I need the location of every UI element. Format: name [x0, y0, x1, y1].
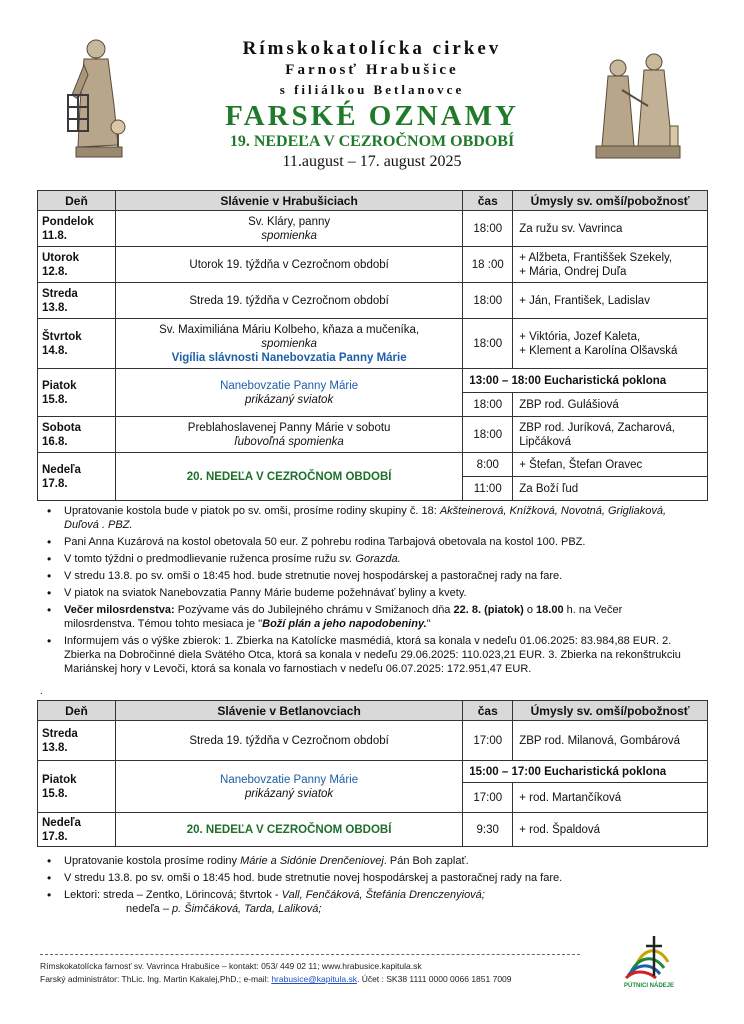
footer-text: . Účet : SK38 1111 0000 0066 1851 7009 [356, 974, 512, 984]
list-item: • V stredu 13.8. po sv. omši o 18:45 hod. bude stretnutie novej hospodárskej a pastoračnej rady na fare. [44, 871, 696, 885]
list-item [44, 854, 696, 868]
note-text: nedeľa – [126, 903, 173, 915]
celebration-rank: prikázaný sviatok [244, 787, 334, 800]
date-range: 11.august – 17. august 2025 [282, 153, 462, 170]
table-header-row [38, 191, 708, 211]
intention-line: + Viktória, Jozef Kaleta, [519, 330, 641, 343]
intention-line: + Klement a Karolína Olšavská [519, 344, 678, 357]
day-date: 11.8. [42, 229, 67, 242]
note-text: p. Šimčáková, Tarda, Laliková; [172, 903, 322, 915]
intention-cell: ZBP rod. Milanová, Gombárová [513, 721, 708, 761]
filial-name: s filiálkou Betlanovce [279, 82, 465, 97]
table-row [38, 369, 708, 393]
time-cell: 18:00 [463, 319, 513, 369]
day-cell [38, 283, 116, 319]
day-date: 15.8. [42, 787, 68, 800]
col-header-time: čas [463, 701, 513, 721]
intention-cell: + rod. Špaldová [513, 813, 708, 847]
day-cell [38, 417, 116, 453]
table-row [38, 721, 708, 761]
celebration-cell [115, 761, 462, 813]
time-cell: 17:00 [463, 783, 513, 813]
day-cell [38, 211, 116, 247]
intention-cell: + rod. Martančíková [513, 783, 708, 813]
celebration-name: Streda 19. týždňa v Cezročnom období [115, 721, 462, 761]
jubilee-logo-icon [620, 928, 678, 990]
table-row [38, 813, 708, 847]
note-text: 22. 8. (piatok) [453, 604, 524, 616]
day-date: 17.8. [42, 477, 68, 490]
table-row [38, 283, 708, 319]
day-date: 17.8. [42, 830, 68, 843]
day-name: Nedeľa [42, 816, 81, 829]
day-cell [38, 761, 116, 813]
note-text: Boží plán a jeho napodobeniny. [262, 618, 427, 630]
day-date: 14.8. [42, 344, 68, 357]
day-date: 16.8. [42, 435, 68, 448]
footer [40, 960, 512, 986]
time-cell: 11:00 [463, 477, 513, 501]
note-text: Vall, Fenčáková, Štefánia Drenczenyiová; [281, 889, 485, 901]
list-item: • V stredu 13.8. po sv. omši o 18:45 hod. bude stretnutie novej hospodárskej a pastoračnej rady na fare. [44, 569, 696, 583]
time-cell: 18 :00 [463, 247, 513, 283]
intention-cell: + Štefan, Štefan Oravec [513, 453, 708, 477]
adoration-cell: 15:00 – 17:00 Eucharistická poklona [463, 761, 708, 783]
table-header-row [38, 701, 708, 721]
col-header-celebration: Slávenie v Betlanovciach [115, 701, 462, 721]
list-item [44, 902, 696, 916]
list-item [44, 552, 696, 566]
day-cell [38, 813, 116, 847]
col-header-celebration: Slávenie v Hrabušiciach [115, 191, 462, 211]
col-header-time: čas [463, 191, 513, 211]
adoration-cell: 13:00 – 18:00 Eucharistická poklona [463, 369, 708, 393]
celebration-rank: ľubovoľná spomienka [234, 435, 344, 448]
celebration-name: Streda 19. týždňa v Cezročnom období [115, 283, 462, 319]
note-text: 18.00 [536, 604, 564, 616]
table-row [38, 211, 708, 247]
logo-text: PÚTNICI NÁDEJE [623, 983, 675, 989]
celebration-name: 20. NEDEĽA V CEZROČNOM OBDOBÍ [115, 453, 462, 501]
day-date: 13.8. [42, 301, 68, 314]
time-cell: 18:00 [463, 417, 513, 453]
intention-line: + Alžbeta, Františšek Szekely, [519, 251, 673, 264]
note-text: Večer milosrdenstva: [64, 604, 175, 616]
announcements-betlanovce [44, 854, 696, 916]
note-text: " [426, 618, 431, 630]
note-text: Akšteinerová, Knížková, Novotná, Grigliaková, Duľová . PBZ. [64, 505, 667, 531]
schedule-table-betlanovce [37, 700, 708, 847]
day-name: Pondelok [42, 215, 94, 228]
day-name: Nedeľa [42, 463, 81, 476]
col-header-intentions: Úmysly sv. omší/pobožnosť [513, 191, 708, 211]
parish-name: Farnosť Hrabušice [285, 62, 459, 78]
list-item: • Informujem vás o výške zbierok: 1. Zbierka na Katolícke masmédiá, ktorá sa konala v nedeľu 01.06.2025: 83.984,88 EUR. 2. Zbierka na Dobročinné diela Svätého Otca, ktorá sa konala v nedeľu 29.06.2025: 110.023,21 EUR. 3. Zbierka na rekonštrukciu Mariánskej hory v Levoči, ktorá sa konala vo farnostiach v nedeľu 06.07.2025: 172.951,47 EUR. [44, 634, 696, 676]
celebration-name: Nanebovzatie Panny Márie [220, 379, 359, 392]
email-link[interactable]: hrabusice@kapitula.sk [271, 974, 357, 984]
time-cell: 18:00 [463, 283, 513, 319]
note-text: V tomto týždni o predmodlievanie ruženca prosíme ružu [64, 553, 340, 565]
schedule-table-hrabusice [37, 190, 708, 501]
note-text: . Pán Boh zaplať. [383, 855, 469, 867]
day-name: Piatok [42, 379, 77, 392]
intention-cell: ZBP rod. Juríková, Zacharová, Lipčáková [513, 417, 708, 453]
celebration-cell [115, 369, 462, 417]
col-header-intentions: Úmysly sv. omší/pobožnosť [513, 701, 708, 721]
day-cell [38, 453, 116, 501]
day-cell [38, 247, 116, 283]
note-text: Upratovanie kostola bude v piatok po sv. omši, prosíme rodiny skupiny č. 18: [64, 505, 440, 517]
intention-cell [513, 247, 708, 283]
list-item [44, 504, 696, 532]
celebration-name: Sv. Kláry, panny [248, 215, 331, 228]
day-name: Štvrtok [42, 330, 82, 343]
table-row [38, 247, 708, 283]
day-cell [38, 721, 116, 761]
note-text: sv. Gorazda. [339, 553, 401, 565]
celebration-cell [115, 319, 462, 369]
celebration-cell [115, 211, 462, 247]
vigil-label: Vigília slávnosti Nanebovzatia Panny Márie [171, 351, 407, 364]
list-item [44, 603, 696, 631]
celebration-name: Nanebovzatie Panny Márie [220, 773, 359, 786]
day-cell [38, 319, 116, 369]
separator-dot: . [40, 686, 43, 697]
day-name: Streda [42, 287, 78, 300]
list-item [44, 888, 696, 902]
time-cell: 18:00 [463, 393, 513, 417]
time-cell: 8:00 [463, 453, 513, 477]
announcements-hrabusice [44, 504, 696, 679]
table-row [38, 319, 708, 369]
celebration-name: Preblahoslavenej Panny Márie v sobotu [187, 421, 391, 434]
list-item: • Pani Anna Kuzárová na kostol obetovala 50 eur. Z pohrebu rodina Tarbajová obetovala na kostol 100. PBZ. [44, 535, 696, 549]
day-name: Piatok [42, 773, 77, 786]
note-text: o [523, 604, 537, 616]
day-date: 12.8. [42, 265, 68, 278]
celebration-rank: spomienka [261, 229, 317, 242]
page-header [0, 38, 744, 172]
list-item: • V piatok na sviatok Nanebovzatia Panny Márie budeme požehnávať byliny a kvety. [44, 586, 696, 600]
celebration-rank: spomienka [261, 337, 317, 350]
col-header-day: Deň [38, 191, 116, 211]
footer-text: Farský administrátor: ThLic. Ing. Martin Kakalej,PhD.; e-mail: [40, 974, 272, 984]
celebration-name: Sv. Maximiliána Máriu Kolbeho, kňaza a mučeníka, [159, 323, 420, 336]
day-name: Utorok [42, 251, 80, 264]
col-header-day: Deň [38, 701, 116, 721]
footer-divider [40, 954, 580, 955]
day-name: Sobota [42, 421, 81, 434]
note-text: Pozývame vás do Jubilejného chrámu v Smižanoch dňa [174, 604, 454, 616]
day-cell [38, 369, 116, 417]
church-name: Rímskokatolícka cirkev [242, 38, 502, 59]
time-cell: 18:00 [463, 211, 513, 247]
footer-contact: Rímskokatolícka farnosť sv. Vavrinca Hrabušice – kontakt: 053/ 449 02 11; www.hrabusice.kapitula.sk [40, 961, 422, 971]
celebration-cell [115, 417, 462, 453]
celebration-name: Utorok 19. týždňa v Cezročnom období [115, 247, 462, 283]
note-text: h. na Večer milosrdenstva. Témou tohto mesiaca je " [64, 604, 623, 630]
footer-admin [40, 973, 512, 986]
intention-cell: + Ján, František, Ladislav [513, 283, 708, 319]
intention-cell: Za ružu sv. Vavrinca [513, 211, 708, 247]
day-name: Streda [42, 727, 78, 740]
table-row [38, 761, 708, 783]
note-text: Lektori: streda – Zentko, Lörincová; štvrtok - [64, 889, 282, 901]
time-cell: 9:30 [463, 813, 513, 847]
celebration-name: 20. NEDEĽA V CEZROČNOM OBDOBÍ [115, 813, 462, 847]
celebration-rank: prikázaný sviatok [245, 393, 334, 406]
time-cell: 17:00 [463, 721, 513, 761]
note-text: Márie a Sidónie Drenčeniovej [240, 855, 384, 867]
intention-cell: Za Boží ľud [513, 477, 708, 501]
day-date: 13.8. [42, 741, 68, 754]
table-row [38, 453, 708, 477]
day-date: 15.8. [42, 393, 68, 406]
page-title: FARSKÉ OZNAMY [225, 100, 519, 132]
page-subtitle: 19. NEDEĽA V CEZROČNOM OBDOBÍ [229, 133, 515, 150]
intention-line: + Mária, Ondrej Duľa [519, 265, 627, 278]
intention-cell [513, 319, 708, 369]
note-text: Upratovanie kostola prosíme rodiny [64, 855, 241, 867]
intention-cell: ZBP rod. Gulášiová [513, 393, 708, 417]
table-row [38, 417, 708, 453]
